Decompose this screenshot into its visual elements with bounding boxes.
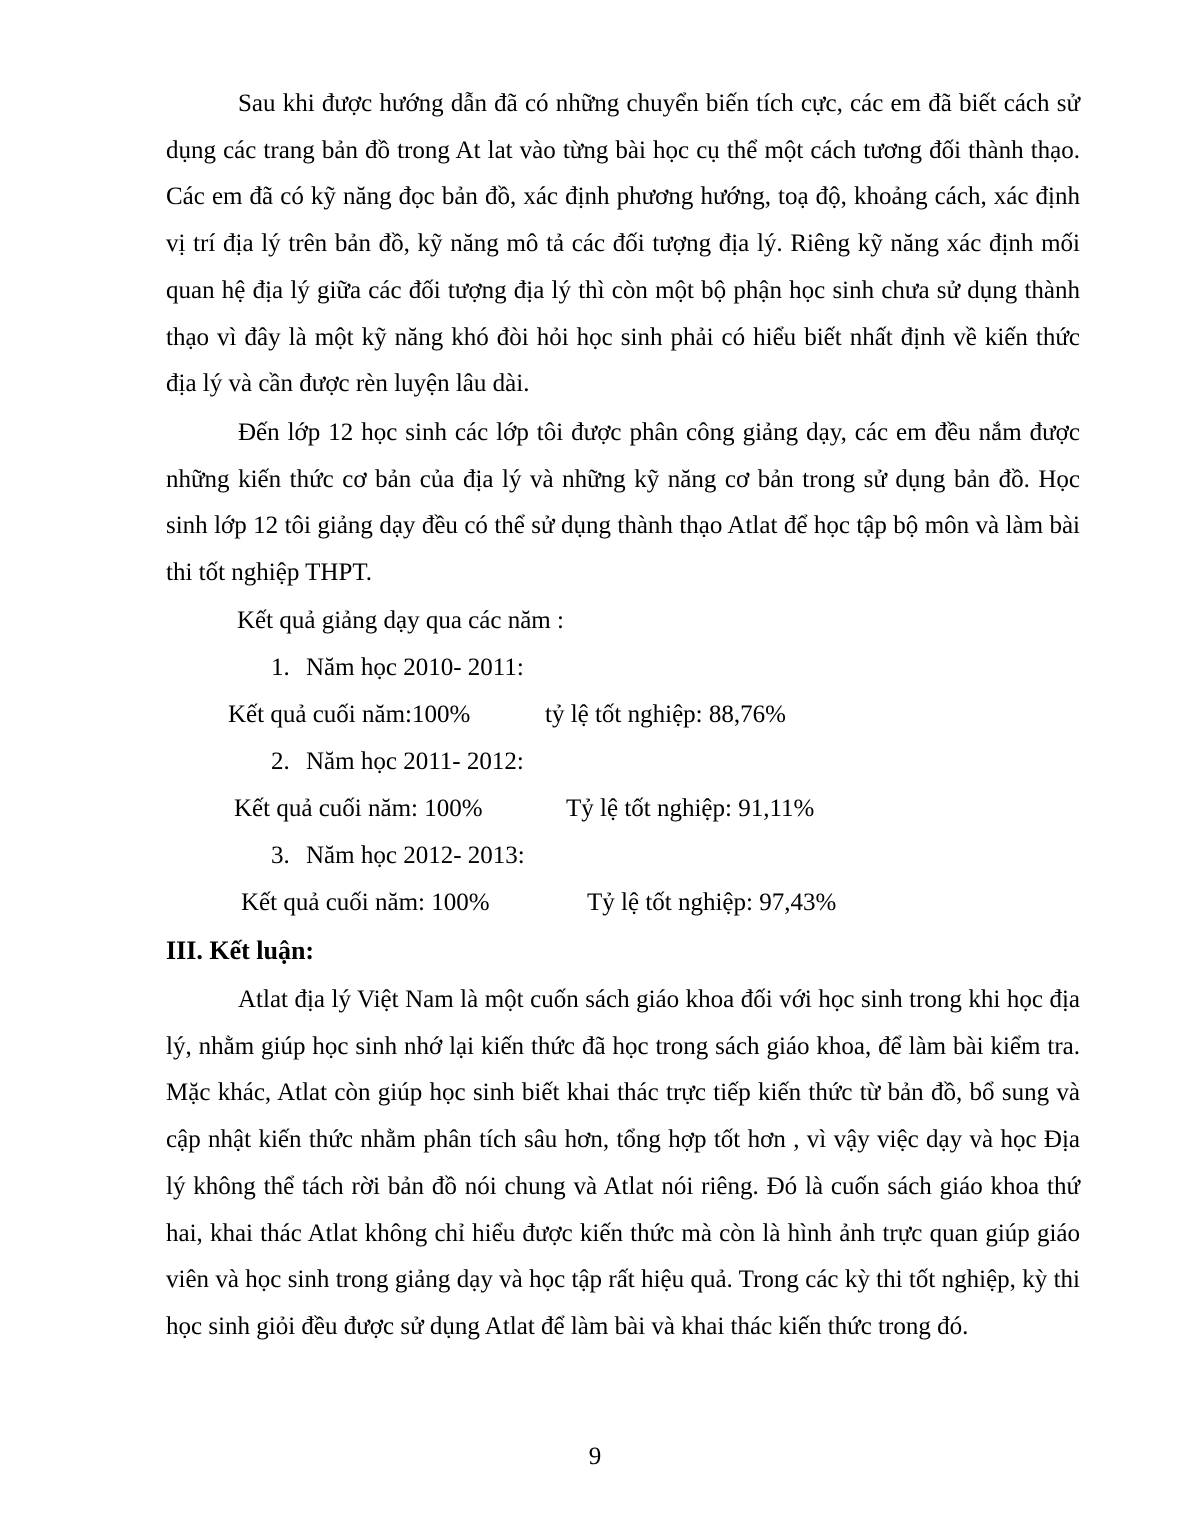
year-2-final-result: Kết quả cuối năm: 100% <box>234 795 483 822</box>
year-1-label: Năm học 2010- 2011: <box>306 654 524 681</box>
page-number: 9 <box>588 1443 602 1470</box>
paragraph-grade-12: Đến lớp 12 học sinh các lớp tôi được phân công giảng dạy, các em đều nắm được những kiến thức cơ bản của địa lý và những kỹ năng cơ bản trong sử dụng bản đồ. Học sinh lớp 12 tôi giảng dạy đều có thể sử dụng thành thạo Atlat để học tập bộ môn và làm bài thi tốt nghiệp THPT. <box>166 419 1080 587</box>
year-3-graduation-rate: Tỷ lệ tốt nghiệp: 97,43% <box>587 889 837 916</box>
year-3-final-result: Kết quả cuối năm: 100% <box>241 889 490 916</box>
paragraph-atlas-skills: Sau khi được hướng dẫn đã có những chuyển biến tích cực, các em đã biết cách sử dụng các trang bản đồ trong At lat vào từng bài học cụ thể một cách tương đối thành thạo. Các em đã có kỹ năng đọc bản đồ, xác định phương hướng, toạ độ, khoảng cách, xác định vị trí địa lý trên bản đồ, kỹ năng mô tả các đối tượng địa lý. Riêng kỹ năng xác định mối quan hệ địa lý giữa các đối tượng địa lý thì còn một bộ phận học sinh chưa sử dụng thành thạo vì đây là một kỹ năng khó đòi hỏi học sinh phải có hiểu biết nhất định về kiến thức địa lý và cần được rèn luyện lâu dài. <box>166 90 1080 398</box>
paragraph-conclusion: Atlat địa lý Việt Nam là một cuốn sách giáo khoa đối với học sinh trong khi học địa lý, nhằm giúp học sinh nhớ lại kiến thức đã học trong sách giáo khoa, để làm bài kiểm tra. Mặc khác, Atlat còn giúp học sinh biết khai thác trực tiếp kiến thức từ bản đồ, bổ sung và cập nhật kiến thức nhằm phân tích sâu hơn, tổng hợp tốt hơn , vì vậy việc dạy và học Địa lý không thể tách rời bản đồ nói chung và Atlat nói riêng. Đó là cuốn sách giáo khoa thứ hai, khai thác Atlat không chỉ hiểu được kiến thức mà còn là hình ảnh trực quan giúp giáo viên và học sinh trong giảng dạy và học tập rất hiệu quả. Trong các kỳ thi tốt nghiệp, kỳ thi học sinh giỏi đều được sử dụng Atlat để làm bài và khai thác kiến thức trong đó. <box>166 986 1080 1340</box>
results-intro: Kết quả giảng dạy qua các năm : <box>237 607 564 634</box>
year-2-graduation-rate: Tỷ lệ tốt nghiệp: 91,11% <box>566 795 815 822</box>
year-1-graduation-rate: tỷ lệ tốt nghiệp: 88,76% <box>545 701 786 728</box>
year-3-number: 3. <box>271 842 290 869</box>
year-2-label: Năm học 2011- 2012: <box>306 748 524 775</box>
year-1-number: 1. <box>271 654 290 681</box>
year-2-number: 2. <box>271 748 290 775</box>
year-1-final-result: Kết quả cuối năm:100% <box>228 701 471 728</box>
year-3-label: Năm học 2012- 2013: <box>306 842 525 869</box>
section-heading-conclusion: III. Kết luận: <box>166 936 315 965</box>
